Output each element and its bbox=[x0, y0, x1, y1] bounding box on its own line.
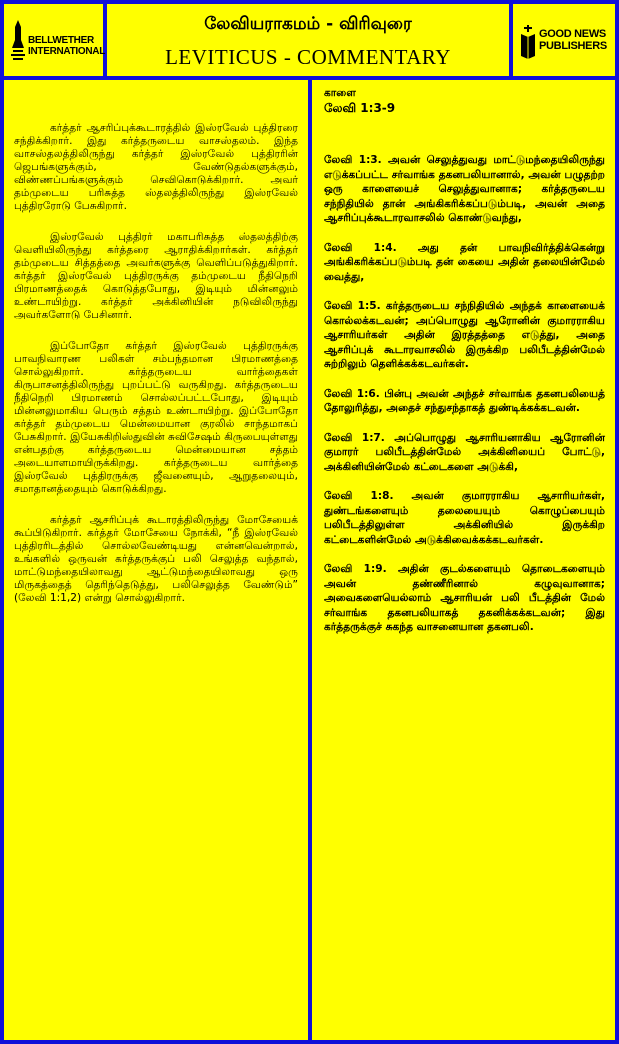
commentary-text bbox=[4, 80, 308, 605]
verse-5: லேவி 1:5. கர்த்தருடைய சந்நிதியில் அந்தக் காளையைக் கொல்லக்கடவன்; அப்பொழுது ஆரோனின் குமாரராகிய ஆசாரியர்கள் அதின் இரத்தத்தை எடுத்து, அதை ஆசரிப்புக் கூடாரவாசலில் இருக்கிற பலிபீடத்தின்மேல் சுற்றிலும் தெளிக்கக்கடவர்கள். bbox=[324, 300, 605, 370]
book-logo-icon bbox=[519, 24, 537, 60]
scripture-reference: லேவி 1:3-9 bbox=[324, 100, 396, 115]
verse-6: லேவி 1:6. பின்பு அவன் அந்தச் சர்வாங்க தகனபலியைத் தோலுரித்து, அதைச் சந்துசந்தாகத் துண்டிக்கக்கடவன். bbox=[324, 387, 605, 414]
commentary-paragraph: கர்த்தர் ஆசரிப்புக்கூடாரத்தில் இஸ்ரவேல் புத்திரரை சந்திக்கிறார். இது கர்த்தருடைய வாசஸ்தலம். இந்த வாசஸ்தலத்திலிருந்து கர்த்தர் இஸ்ரவேல் புத்திரரின் ஜெபங்களுக்கும், வேண்டுதல்களுக்கும், விண்ணப்பங்களுக்கும் செவிகொடுக்கிறார். அவர் தம்முடைய பரிசுத்த ஸ்தலத்திலிருந்து இஸ்ரவேல் புத்திரரோடு பேசுகிறார். bbox=[14, 122, 298, 212]
verse-8: லேவி 1:8. அவன் குமாரராகிய ஆசாரியர்கள், துண்டங்களையும் தலையையும் கொழுப்பையும் பலிபீடத்திலுள்ள அக்கினியில் இருக்கிற கட்டைகளின்மேல் அடுக்கிவைக்கக்கடவர்கள். bbox=[324, 490, 605, 546]
bell-logo-icon bbox=[10, 18, 26, 62]
verse-3: லேவி 1:3. அவன் செலுத்துவது மாட்டுமந்தையிலிருந்து எடுக்கப்பட்ட சர்வாங்க தகனபலியானால், அவன் பழுதற்ற ஒரு காளையைச் செலுத்துவானாக; கர்த்தருடைய சந்நிதியில் தான் அங்கிகரிக்கப்படும்படி, அவன் அதை ஆசரிப்புக்கூடாரவாசலில் கொண்டுவந்து, bbox=[324, 154, 605, 224]
page-title-english: LEVITICUS - COMMENTARY bbox=[165, 45, 451, 69]
page-title-tamil: லேவியராகமம் - விரிவுரை bbox=[204, 14, 412, 34]
scripture-text bbox=[312, 80, 615, 635]
section-heading: காளை bbox=[324, 87, 356, 99]
commentary-paragraph: கர்த்தர் ஆசரிப்புக் கூடாரத்திலிருந்து மோசேயைக் கூப்பிடுகிறார். கர்த்தர் மோசேயை நோக்கி, “நீ இஸ்ரவேல் புத்திரரிடத்தில் சொல்லவேண்டியது என்னவென்றால், உங்களில் ஒருவன் கர்த்தருக்குப் பலி செலுத்த வந்தால், மாட்டுமந்தையிலாவது ஆட்டுமந்தையிலாவது ஒரு மிருகத்தைத் தெரிந்தெடுத்து, பலிசெலுத்த வேண்டும்” (லேவி 1:1,2) என்று சொல்லுகிறார். bbox=[14, 514, 298, 604]
page-header bbox=[107, 4, 509, 76]
good-news-publishers-logo bbox=[513, 4, 615, 76]
verse-4: லேவி 1:4. அது தன் பாவநிவிர்த்திக்கென்று அங்கிகரிக்கப்படும்படி தன் கையை அதின் தலையின்மேல் வைத்து, bbox=[324, 241, 605, 283]
verse-9: லேவி 1:9. அதின் குடல்களையும் தொடைகளையும் அவன் தண்ணீரினால் கழுவுவானாக; அவைகளையெல்லாம் ஆசாரியன் பலி பீடத்தின் மேல் சர்வாங்க தகனபலியாகத் தகனிக்கக்கடவன்; இது கர்த்தருக்குச் சுகந்த வாசனையான தகனபலி. bbox=[324, 563, 605, 633]
commentary-paragraph: இஸ்ரவேல் புத்திரர் மகாபரிசுத்த ஸ்தலத்திற்கு வெளியிலிருந்து கர்த்தரை ஆராதிக்கிறார்கள். கர்த்தர் தம்முடைய சித்தத்தை அவர்களுக்கு வெளிப்படுத்துகிறார். கர்த்தர் இஸ்ரவேல் புத்திரருக்கு தம்முடைய நீதிநெறி பிரமாணத்தைக் கொடுத்தபோது, இடியும் மின்னலும் உண்டாயிற்று. கர்த்தர் அக்கினியின் நடுவிலிருந்து அவர்களோடு பேசினார். bbox=[14, 231, 298, 321]
left-column bbox=[4, 80, 308, 1040]
commentary-paragraph: இப்போதோ கர்த்தர் இஸ்ரவேல் புத்திரருக்கு பாவநிவாரண பலிகள் சம்பந்தமான பிரமாணத்தை சொல்லுகிறார். கர்த்தருடைய வார்த்தைகள் கிருபாசனத்திலிருந்து புறப்பட்டு வருகிறது. கர்த்தருடைய நீதிநெறி பிரமாணம் சொல்லப்பட்டபோது, இடியும் மின்னலுமாகிய பெரும் சத்தம் உண்டாயிற்று. இப்போதோ கர்த்தர் தம்முடைய மென்மையான குரலில் சாந்தமாகப் பேசுகிறார். இயேசுகிறிஸ்துவின் சுவிசேஷம் கிருபையுள்ளது என்பதற்கு கர்த்தருடைய மென்மையான சத்தம் அடையாளமாயிருக்கிறது. கர்த்தருடைய வார்த்தை இஸ்ரவேல் புத்திரருக்கு ஜீவனையும், ஆறுதலையும், சமாதானத்தையும் கொடுக்கிறது. bbox=[14, 340, 298, 495]
bellwether-logo bbox=[4, 4, 106, 76]
bellwether-logo-text: BELLWETHER INTERNATIONAL bbox=[28, 35, 106, 57]
right-column bbox=[312, 80, 615, 1040]
verse-7: லேவி 1:7. அப்பொழுது ஆசாரியனாகிய ஆரோனின் குமாரர் பலிபீடத்தின்மேல் அக்கினியைப் போட்டு, அக்கினியின்மேல் கட்டைகளை அடுக்கி, bbox=[324, 431, 605, 473]
good-news-logo-text: GOOD NEWS PUBLISHERS bbox=[539, 28, 607, 52]
